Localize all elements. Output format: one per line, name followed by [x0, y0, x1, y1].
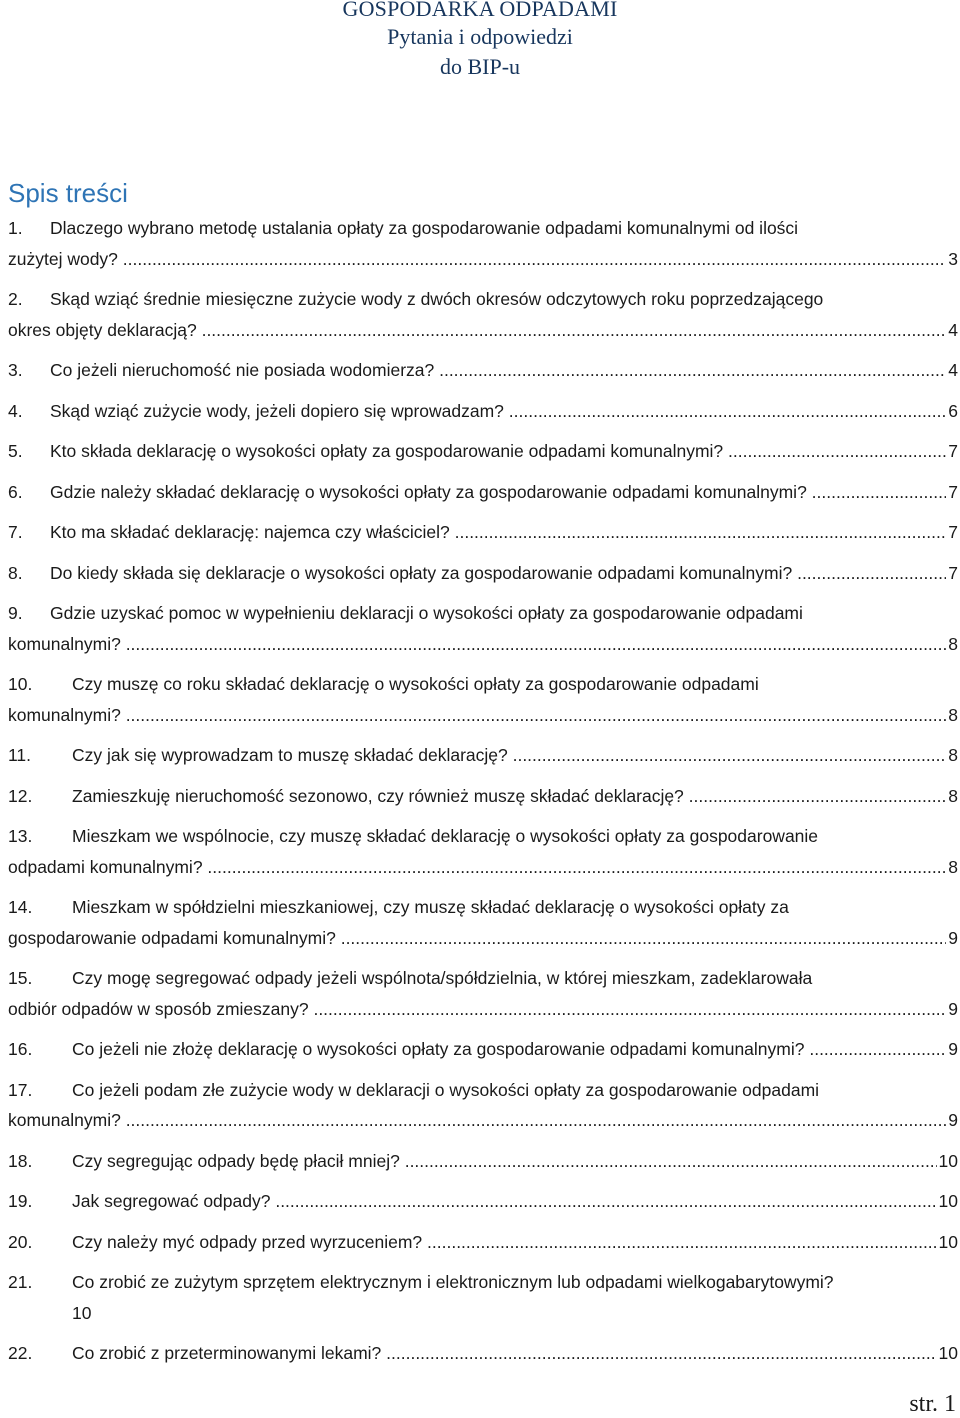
toc-entry-line [8, 1298, 958, 1329]
toc-entry-number: 8. [8, 562, 23, 583]
toc-entry-indent [8, 1298, 72, 1329]
toc-entry-line [8, 892, 958, 923]
toc-entry-line [8, 923, 958, 954]
toc-entry-text: Czy należy myć odpady przed wyrzuceniem? ..... [72, 1227, 937, 1258]
toc-entry-text: Kto ma składać deklarację: najemca czy właściciel? ..... [50, 517, 946, 548]
toc-entry[interactable] [8, 821, 958, 892]
toc-entry-spacer [8, 588, 958, 598]
toc-entry-page: 8 [948, 704, 958, 725]
toc-entry-number: 2. [8, 289, 23, 309]
toc-entry-number: 9. [8, 603, 23, 623]
document-header [0, 0, 960, 80]
toc-entry-number: 3. [8, 360, 23, 380]
header-subtitle-2: do BIP-u [439, 54, 521, 79]
toc-entry-line [8, 994, 958, 1025]
toc-entry-spacer [8, 1369, 958, 1379]
toc-entry-line [8, 1338, 958, 1369]
toc-entry-page: 10 [938, 1150, 958, 1171]
toc-entry-line [8, 740, 958, 771]
toc-entry-page: 8 [948, 856, 958, 877]
toc-entry-text: Skąd wziąć zużycie wody, jeżeli dopiero się wprowadzam? ..... [50, 396, 946, 427]
toc-entry-spacer [8, 467, 958, 477]
toc-entry-page: 4 [948, 360, 958, 380]
toc-entry-line [8, 700, 958, 731]
toc-entry-number: 17. [8, 1079, 33, 1100]
toc-entry-spacer [8, 274, 958, 284]
toc-entry[interactable] [8, 740, 958, 781]
toc-entry-line [8, 1105, 958, 1136]
toc-entry-number: 6. [8, 481, 23, 502]
toc-entry[interactable] [8, 284, 958, 355]
toc-entry-number: 14. [8, 897, 33, 917]
toc-entry-text: Czy jak się wyprowadzam to muszę składać deklarację? ..... [72, 740, 946, 771]
toc-entry-text: Do kiedy składa się deklaracje o wysokości opłaty za gospodarowanie odpadami komunalnymi? ..... [50, 558, 946, 589]
toc-entry-text: Czy segregując odpady będę płacił mniej? ..... [72, 1146, 937, 1177]
toc-entry[interactable] [8, 355, 958, 396]
toc-entry[interactable] [8, 598, 958, 669]
toc-entry-line [8, 517, 958, 548]
toc-entry-spacer [8, 507, 958, 517]
toc-entry-spacer [8, 1176, 958, 1186]
toc-entry-spacer [8, 1136, 958, 1146]
toc-entry-spacer [8, 386, 958, 396]
toc-entry-text: Co zrobić ze zużytym sprzętem elektrycznym i elektronicznym lub odpadami wielkogabarytowymi? [72, 1272, 834, 1292]
toc-entry-line [8, 598, 958, 629]
toc-entry-spacer [8, 882, 958, 892]
toc-entry-line [8, 355, 958, 386]
toc-entry[interactable] [8, 396, 958, 437]
toc-entry[interactable] [8, 1146, 958, 1187]
toc-entry-text: Co jeżeli nieruchomość nie posiada wodomierza? ..... [50, 355, 946, 386]
toc-entry-page: 7 [948, 481, 958, 502]
toc-entry-line [8, 669, 958, 700]
toc-entry-text-cont: gospodarowanie odpadami komunalnymi? ..... [8, 923, 946, 954]
toc-entry-line [8, 477, 958, 508]
toc-entry-spacer [8, 1024, 958, 1034]
toc-entry-line [8, 1227, 958, 1258]
toc-entry[interactable] [8, 558, 958, 599]
toc-entry-line [8, 213, 958, 244]
toc-entry-page: 6 [948, 400, 958, 421]
toc-entry-spacer [8, 345, 958, 355]
toc-entry[interactable] [8, 1267, 958, 1338]
toc-entry-spacer [8, 1065, 958, 1075]
toc-entry-text-cont: odbiór odpadów w sposób zmieszany? ..... [8, 994, 946, 1025]
toc-entry-text-cont: komunalnymi? ..... [8, 629, 946, 660]
toc-entry-line [8, 781, 958, 812]
toc-entry[interactable] [8, 1075, 958, 1146]
toc-entry-line [8, 436, 958, 467]
toc-entry-page: 7 [948, 562, 958, 583]
toc-entry-line [8, 963, 958, 994]
toc-entry-line [8, 558, 958, 589]
toc-entry-spacer [8, 953, 958, 963]
toc-entry-spacer [8, 771, 958, 781]
toc-entry-text: Czy mogę segregować odpady jeżeli wspólnota/spółdzielnia, w której mieszkam, zadeklarowała [72, 968, 813, 988]
toc-entry[interactable] [8, 517, 958, 558]
toc-entry-page: 7 [948, 522, 958, 542]
toc-entry-text-cont: komunalnymi? ..... [8, 1105, 946, 1136]
toc-entry-spacer [8, 730, 958, 740]
toc-entry-text: Mieszkam we wspólnocie, czy muszę składać deklarację o wysokości opłaty za gospodarowanie [72, 826, 819, 846]
header-title: GOSPODARKA ODPADAMI [342, 0, 618, 21]
toc-entry-page: 9 [948, 998, 958, 1019]
header-subtitle: Pytania i odpowiedzi [387, 24, 573, 49]
toc-entry-number: 1. [8, 218, 23, 238]
toc-entry-page: 7 [948, 441, 958, 461]
toc-entry-page: 9 [948, 1039, 958, 1059]
toc-entry-line [8, 1186, 958, 1217]
toc-entry-text: Gdzie należy składać deklarację o wysokości opłaty za gospodarowanie odpadami komunalnymi? ..... [50, 477, 946, 508]
toc-entry-page: 3 [948, 248, 958, 269]
toc-entry[interactable] [8, 1034, 958, 1075]
toc-entry[interactable] [8, 781, 958, 822]
toc-entry-text-cont: okres objęty deklaracją? ..... [8, 315, 946, 346]
toc-entry-number: 12. [8, 785, 33, 806]
toc-entry-text: Jak segregować odpady? ..... [72, 1186, 937, 1217]
toc-entry-line [8, 1075, 958, 1106]
toc-entry-page: 4 [948, 319, 958, 340]
toc-entry-number: 15. [8, 968, 33, 988]
toc-entry-line [8, 244, 958, 275]
toc-entry[interactable] [8, 477, 958, 518]
toc-entry-line [8, 284, 958, 315]
toc-entry-line [8, 315, 958, 346]
toc-entry-text-cont: zużytej wody? ..... [8, 244, 946, 275]
toc-entry-text: Mieszkam w spółdzielni mieszkaniowej, czy muszę składać deklarację o wysokości opłaty za [72, 897, 789, 917]
toc-entry-spacer [8, 1257, 958, 1267]
toc-entry[interactable] [8, 1338, 958, 1379]
toc-entry-number: 10. [8, 674, 33, 694]
toc-entry-page: 10 [72, 1302, 92, 1323]
toc-entry-line [8, 629, 958, 660]
toc-entry-number: 4. [8, 400, 23, 421]
toc-entry-number: 11. [8, 745, 32, 765]
toc-entry[interactable] [8, 1186, 958, 1227]
toc-entry-text-cont: odpadami komunalnymi? ..... [8, 852, 946, 883]
toc-entry-text: Skąd wziąć średnie miesięczne zużycie wody z dwóch okresów odczytowych roku poprzedzającego [50, 289, 824, 309]
toc-entry-text: Gdzie uzyskać pomoc w wypełnieniu deklaracji o wysokości opłaty za gospodarowanie odpadami [50, 603, 803, 623]
toc-title: Spis treści [8, 178, 128, 208]
toc-entry-number: 19. [8, 1191, 33, 1211]
toc-entry-page: 10 [938, 1191, 958, 1211]
toc-entry-page: 10 [938, 1231, 958, 1252]
toc-entry-number: 16. [8, 1039, 33, 1059]
table-of-contents [8, 213, 958, 1379]
toc-entry[interactable] [8, 669, 958, 740]
toc-entry-spacer [8, 1328, 958, 1338]
toc-entry-page: 8 [948, 633, 958, 654]
toc-entry-line [8, 821, 958, 852]
toc-entry-text-cont: komunalnymi? ..... [8, 700, 946, 731]
toc-entry-number: 13. [8, 826, 33, 846]
toc-entry[interactable] [8, 892, 958, 963]
toc-entry-spacer [8, 1217, 958, 1227]
toc-entry[interactable] [8, 436, 958, 477]
toc-entry-text: Co jeżeli nie złożę deklarację o wysokości opłaty za gospodarowanie odpadami komunalnymi? ..... [72, 1034, 946, 1065]
toc-entry-number: 18. [8, 1150, 33, 1171]
toc-entry-line [8, 1146, 958, 1177]
toc-entry-number: 20. [8, 1231, 33, 1252]
toc-entry-number: 22. [8, 1343, 33, 1363]
toc-entry-text: Kto składa deklarację o wysokości opłaty za gospodarowanie odpadami komunalnymi? ..... [50, 436, 946, 467]
toc-entry-number: 5. [8, 441, 23, 461]
toc-entry-text: Czy muszę co roku składać deklarację o wysokości opłaty za gospodarowanie odpadami [72, 674, 759, 694]
toc-entry-page: 9 [948, 1110, 958, 1130]
toc-entry-line [8, 852, 958, 883]
toc-entry-page: 8 [948, 785, 958, 806]
toc-entry-line [8, 1267, 958, 1298]
toc-entry-spacer [8, 548, 958, 558]
toc-entry-page: 8 [948, 745, 958, 765]
toc-entry-page: 9 [948, 927, 958, 948]
toc-entry-number: 7. [8, 522, 23, 542]
toc-entry-line [8, 1034, 958, 1065]
toc-entry-text: Dlaczego wybrano metodę ustalania opłaty za gospodarowanie odpadami komunalnymi od ilości [50, 218, 799, 238]
toc-entry-spacer [8, 811, 958, 821]
page-number: str. 1 [909, 1391, 956, 1417]
toc-entry-text: Co jeżeli podam złe zużycie wody w deklaracji o wysokości opłaty za gospodarowanie odpadami [72, 1079, 820, 1100]
toc-entry-number: 21. [8, 1272, 33, 1292]
toc-entry-page: 10 [938, 1343, 958, 1363]
toc-entry-spacer [8, 426, 958, 436]
toc-entry[interactable] [8, 213, 958, 284]
toc-entry-spacer [8, 659, 958, 669]
toc-entry-text: Co zrobić z przeterminowanymi lekami? ..... [72, 1338, 937, 1369]
toc-entry-text: Zamieszkuję nieruchomość sezonowo, czy również muszę składać deklarację? ..... [72, 781, 946, 812]
toc-entry[interactable] [8, 963, 958, 1034]
toc-entry[interactable] [8, 1227, 958, 1268]
toc-entry-line [8, 396, 958, 427]
